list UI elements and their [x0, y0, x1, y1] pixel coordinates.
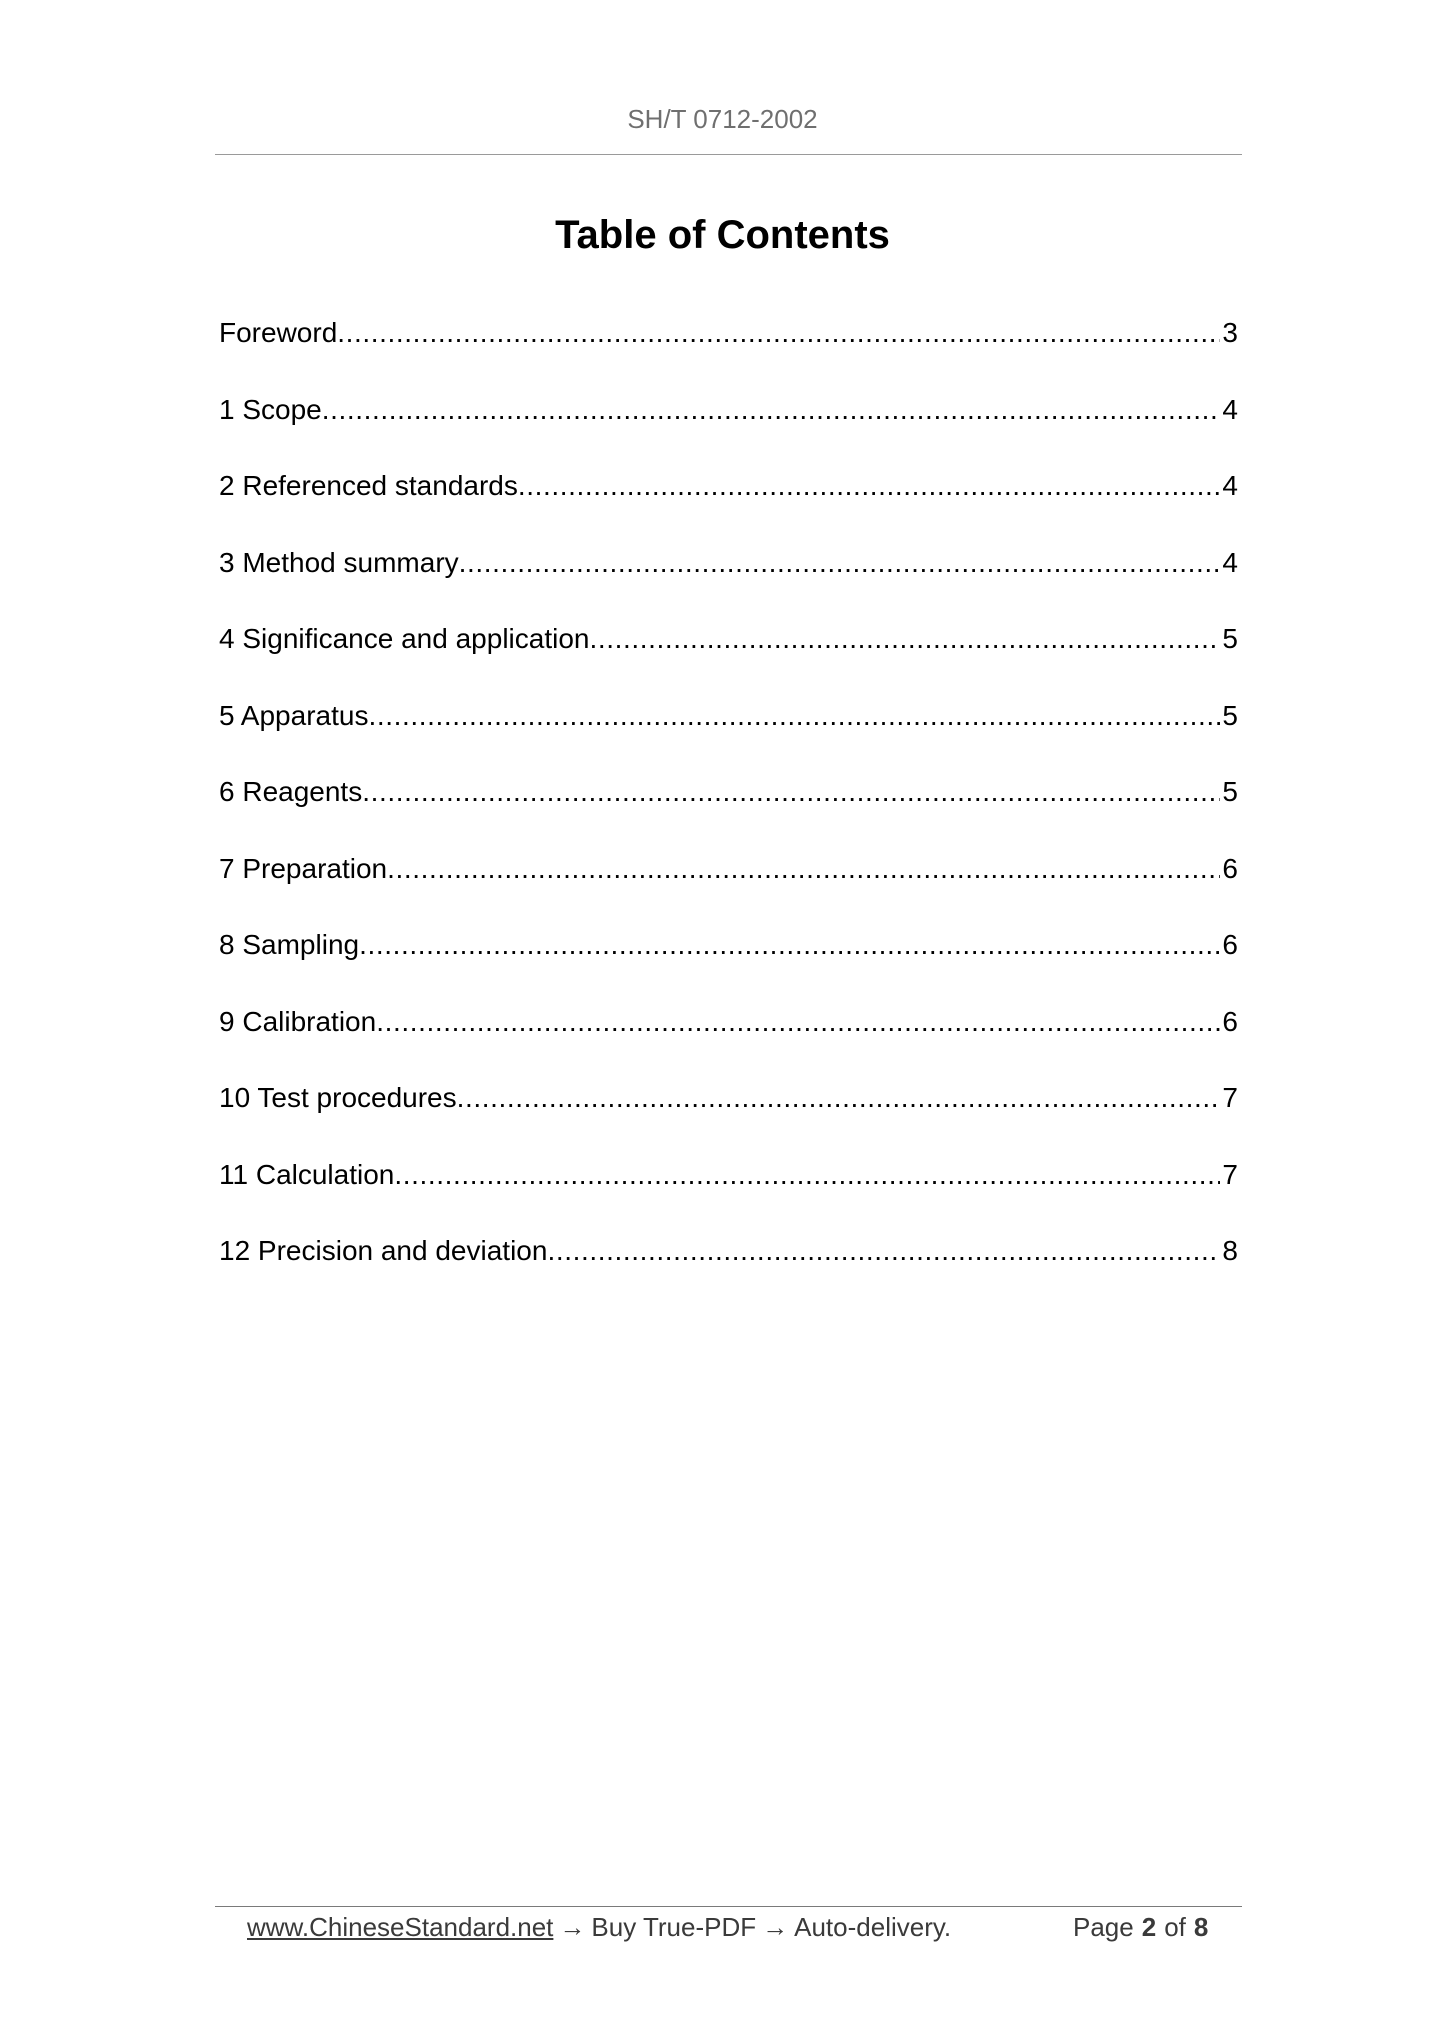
toc-leader-dots	[589, 618, 1220, 660]
toc-entry-reagents[interactable]	[219, 771, 1238, 848]
page-word: Page	[1073, 1912, 1134, 1942]
toc-entry-label: 7 Preparation	[219, 852, 388, 884]
document-code: SH/T 0712-2002	[627, 104, 818, 134]
toc-entry-scope[interactable]	[219, 389, 1238, 466]
arrow-right-icon: →	[559, 1912, 586, 1942]
toc-leader-dots	[322, 389, 1221, 431]
toc-leader-dots	[394, 1154, 1220, 1196]
toc-leader-dots	[387, 848, 1220, 890]
of-word: of	[1164, 1912, 1186, 1942]
toc-entry-label: 12 Precision and deviation	[219, 1235, 548, 1266]
toc-entry-page: 5	[1222, 776, 1238, 807]
toc-entry-label: 8 Sampling	[219, 929, 360, 960]
toc-entry-page: 8	[1222, 1235, 1238, 1266]
toc-entry-label: 9 Calibration	[219, 1005, 377, 1037]
toc-entry-significance[interactable]	[219, 618, 1238, 695]
page-indicator	[1073, 1912, 1216, 1943]
header-divider	[215, 154, 1242, 155]
toc-entry-label: 1 Scope	[219, 393, 322, 425]
toc-entry-page: 6	[1222, 852, 1238, 884]
toc-entry-label: 4 Significance and application	[219, 623, 590, 654]
toc-entry-page: 4	[1222, 470, 1238, 501]
toc-entry-page: 4	[1222, 546, 1238, 578]
toc-entry-calculation[interactable]	[219, 1154, 1238, 1231]
toc-entry-page: 6	[1222, 929, 1238, 960]
footer-divider	[215, 1906, 1242, 1907]
current-page-number: 2	[1141, 1912, 1157, 1942]
toc-entry-referenced-standards[interactable]	[219, 465, 1238, 542]
toc-leader-dots	[368, 695, 1220, 737]
toc-entry-page: 6	[1222, 1005, 1238, 1037]
toc-leader-dots	[459, 542, 1221, 584]
toc-entry-label: 10 Test procedures	[219, 1082, 457, 1113]
toc-leader-dots	[359, 924, 1220, 966]
toc-entry-label: 6 Reagents	[219, 776, 363, 807]
toc-entry-preparation[interactable]	[219, 848, 1238, 925]
toc-entry-label: 11 Calculation	[219, 1158, 395, 1190]
toc-title: Table of Contents	[555, 213, 890, 257]
toc-leader-dots	[337, 312, 1220, 354]
page-footer	[247, 1912, 1237, 1943]
arrow-right-icon: →	[762, 1912, 789, 1942]
toc-entry-page: 5	[1222, 699, 1238, 731]
toc-entry-page: 5	[1222, 623, 1238, 654]
toc-entry-page: 7	[1222, 1082, 1238, 1113]
toc-entry-page: 4	[1222, 393, 1238, 425]
total-pages-number: 8	[1193, 1912, 1209, 1942]
toc-entry-calibration[interactable]	[219, 1001, 1238, 1078]
toc-leader-dots	[547, 1230, 1220, 1272]
toc-entry-label: 5 Apparatus	[219, 699, 369, 731]
toc-entry-foreword[interactable]	[219, 312, 1238, 389]
auto-delivery-text: Auto-delivery.	[794, 1912, 952, 1942]
toc-leader-dots	[518, 465, 1221, 507]
toc-entry-method-summary[interactable]	[219, 542, 1238, 619]
toc-entry-apparatus[interactable]	[219, 695, 1238, 772]
toc-list	[219, 312, 1238, 1307]
toc-entry-label: 2 Referenced standards	[219, 470, 518, 501]
site-link[interactable]: www.ChineseStandard.net	[247, 1912, 554, 1942]
toc-entry-page: 3	[1222, 317, 1238, 348]
toc-entry-label: Foreword	[219, 317, 338, 348]
toc-entry-sampling[interactable]	[219, 924, 1238, 1001]
toc-entry-page: 7	[1222, 1158, 1238, 1190]
buy-true-pdf-text: Buy True-PDF	[591, 1912, 757, 1942]
toc-leader-dots	[457, 1077, 1221, 1119]
toc-leader-dots	[362, 771, 1220, 813]
toc-leader-dots	[376, 1001, 1220, 1043]
toc-entry-test-procedures[interactable]	[219, 1077, 1238, 1154]
toc-entry-precision[interactable]	[219, 1230, 1238, 1307]
toc-entry-label: 3 Method summary	[219, 546, 459, 578]
